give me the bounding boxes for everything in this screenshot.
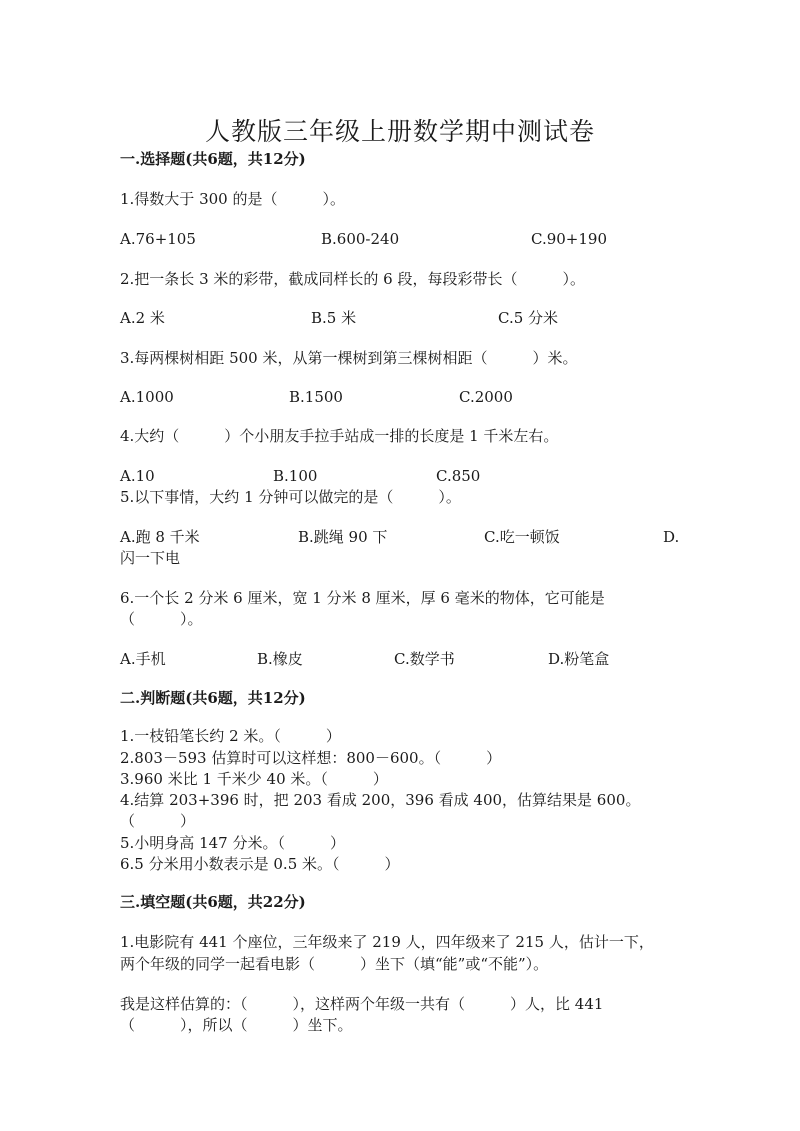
option-b: B.1500 [289,388,343,406]
option-c: C.2000 [459,388,513,406]
fill-question-line: 两个年级的同学一起看电影（ ）坐下（填“能”或“不能”）。 [120,955,549,973]
option-c: C.数学书 [394,650,455,668]
judge-item: 1.一枝铅笔长约 2 米。（ ） [120,727,341,745]
option-a: A.手机 [120,650,166,668]
option-b: B.100 [273,467,318,485]
fill-question-line: 我是这样估算的：（ ），这样两个年级一共有（ ）人，比 441 [120,995,604,1013]
fill-question-line: 1.电影院有 441 个座位，三年级来了 219 人，四年级来了 215 人，估计一下， [120,933,654,951]
option-a: A.跑 8 千米 [120,528,200,546]
option-d-continuation: 闪一下电 [120,549,181,567]
question-stem: 6.一个长 2 分米 6 厘米，宽 1 分米 8 厘米，厚 6 毫米的物体，它可能是 [120,589,605,607]
question-stem: 2.把一条长 3 米的彩带，截成同样长的 6 段，每段彩带长（ ）。 [120,270,585,288]
section-heading-fill: 三.填空题(共6题，共22分) [120,893,306,911]
option-c: C.吃一顿饭 [484,528,560,546]
option-d: D. [663,528,680,546]
option-a: A.2 米 [120,309,165,327]
option-a: A.1000 [120,388,174,406]
option-a: A.10 [120,467,155,485]
option-b: B.跳绳 90 下 [298,528,388,546]
option-b: B.橡皮 [257,650,303,668]
judge-item-continuation: （ ） [120,812,196,830]
fill-question-line: （ ），所以（ ）坐下。 [120,1016,353,1034]
question-stem: 5.以下事情，大约 1 分钟可以做完的是（ ）。 [120,488,461,506]
option-c: C.90+190 [531,230,607,248]
option-b: B.5 米 [311,309,357,327]
option-d: D.粉笔盒 [548,650,610,668]
section-heading-choice: 一.选择题(共6题，共12分) [120,150,306,168]
option-a: A.76+105 [120,230,196,248]
option-c: C.850 [436,467,481,485]
question-stem: 1.得数大于 300 的是（ ）。 [120,190,345,208]
option-b: B.600-240 [321,230,400,248]
judge-item: 2.803－593 估算时可以这样想：800－600。（ ） [120,749,502,767]
section-heading-judge: 二.判断题(共6题，共12分) [120,689,306,707]
question-stem: 3.每两棵树相距 500 米，从第一棵树到第三棵树相距（ ）米。 [120,349,578,367]
judge-item: 5.小明身高 147 分米。（ ） [120,834,345,852]
question-stem: 4.大约（ ）个小朋友手拉手站成一排的长度是 1 千米左右。 [120,427,559,445]
question-stem-continuation: （ ）。 [120,610,203,628]
judge-item: 3.960 米比 1 千米少 40 米。（ ） [120,770,388,788]
judge-item: 6.5 分米用小数表示是 0.5 米。（ ） [120,855,400,873]
option-c: C.5 分米 [498,309,559,327]
judge-item: 4.结算 203+396 时，把 203 看成 200，396 看成 400，估算结果是 600。 [120,791,641,809]
page-title: 人教版三年级上册数学期中测试卷 [204,116,595,146]
